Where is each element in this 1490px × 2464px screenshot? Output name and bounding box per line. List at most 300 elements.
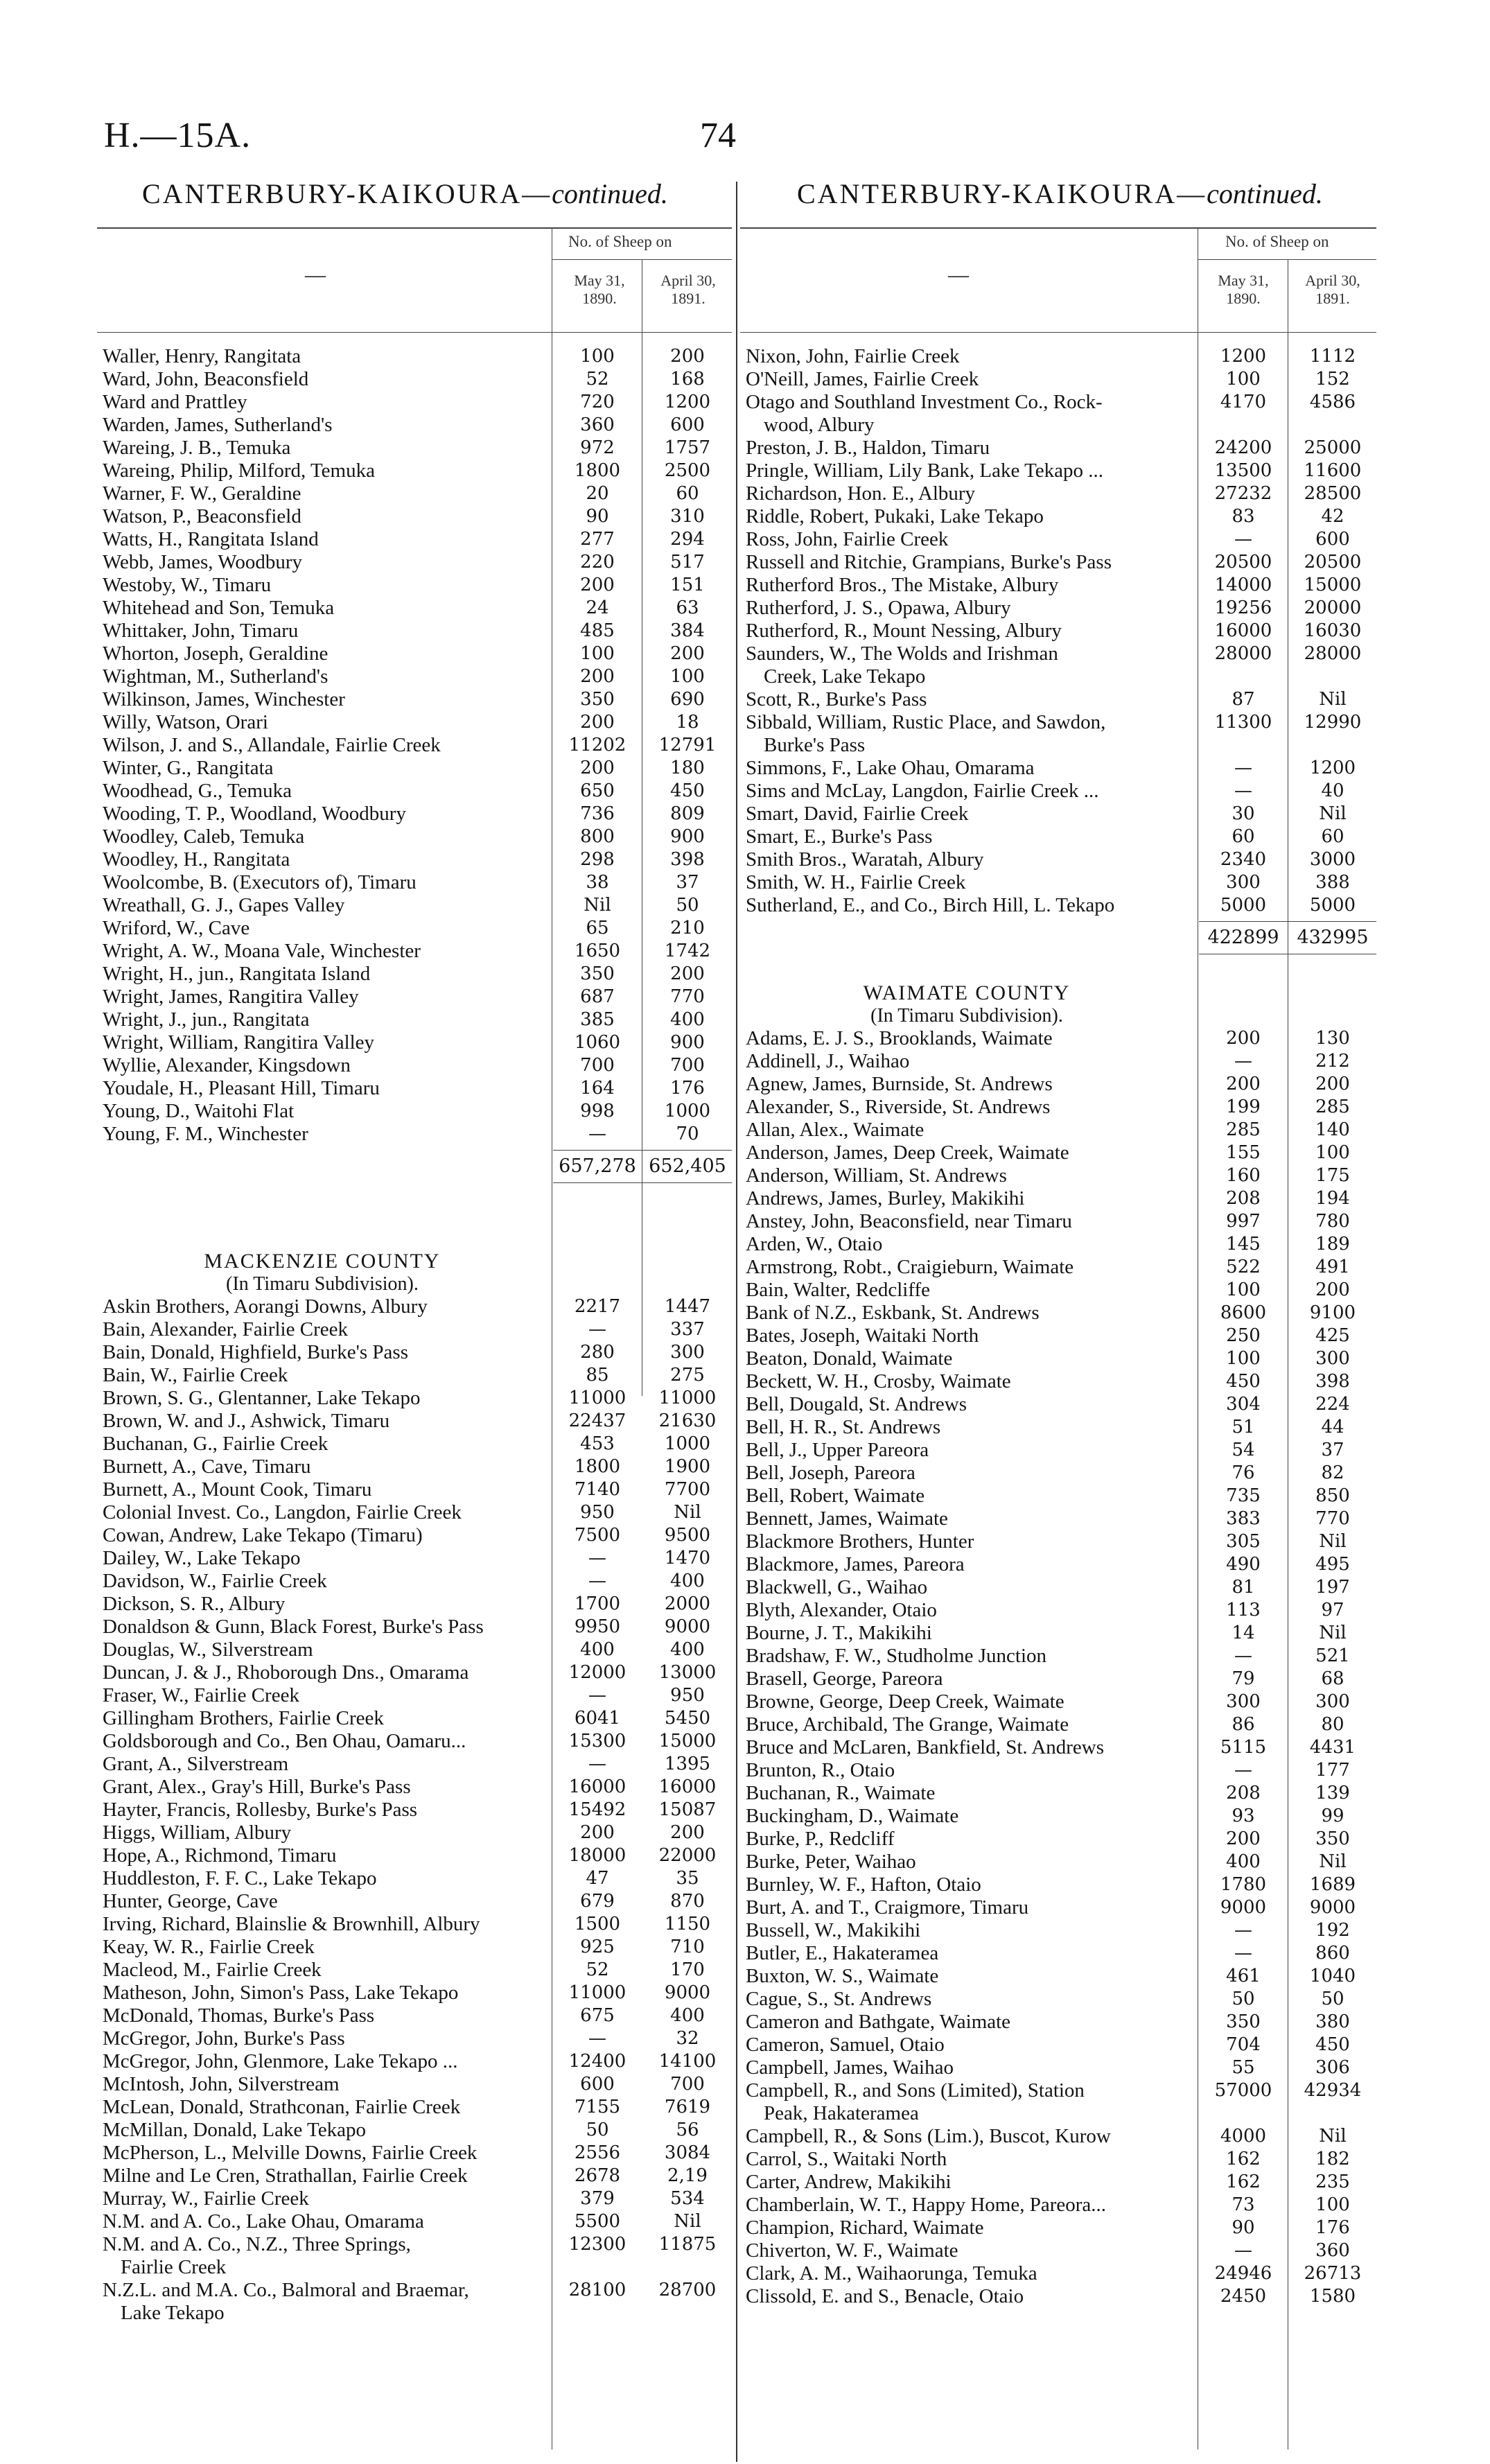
table-row bbox=[740, 2079, 1376, 2102]
table-row bbox=[97, 711, 732, 734]
sheep-count-1890: 113 bbox=[1226, 1600, 1261, 1620]
owner-name: Wilson, J. and S., Allandale, Fairlie Creek bbox=[103, 734, 441, 756]
sheep-count-1891: 7619 bbox=[664, 2097, 711, 2117]
sheep-count-1890: — bbox=[588, 1754, 606, 1774]
sheep-count-1890: 7500 bbox=[574, 1525, 621, 1546]
owner-name: Young, D., Waitohi Flat bbox=[103, 1100, 295, 1122]
owner-name: Goldsborough and Co., Ben Ohau, Oamaru... bbox=[103, 1730, 466, 1752]
sheep-count-1890: 50 bbox=[1232, 1989, 1255, 2009]
sheep-count-1890: — bbox=[588, 1124, 606, 1144]
subtotal-1891: 652,405 bbox=[649, 1155, 726, 1177]
owner-name: Beaton, Donald, Waimate bbox=[746, 1347, 953, 1370]
sheep-count-1891: 900 bbox=[670, 826, 705, 847]
table-row bbox=[97, 551, 732, 574]
table-row bbox=[97, 871, 732, 894]
sheep-count-1890: 304 bbox=[1226, 1394, 1261, 1415]
owner-name: McIntosh, John, Silverstream bbox=[103, 2073, 340, 2095]
table-row bbox=[740, 1416, 1376, 1439]
sheep-count-1891: 4431 bbox=[1309, 1737, 1356, 1758]
sheep-count-1891: 1757 bbox=[664, 437, 711, 458]
owner-name: Askin Brothers, Aorangi Downs, Albury bbox=[103, 1295, 428, 1318]
owner-name: McDonald, Thomas, Burke's Pass bbox=[103, 2004, 375, 2027]
owner-name: Campbell, R., & Sons (Lim.), Buscot, Kurow bbox=[746, 2125, 1111, 2147]
table-row bbox=[97, 1799, 732, 1821]
owner-name: Dickson, S. R., Albury bbox=[103, 1593, 286, 1615]
owner-name: Chiverton, W. F., Waimate bbox=[746, 2239, 958, 2262]
left-table-body bbox=[97, 345, 732, 2325]
sheep-count-1890: 54 bbox=[1232, 1440, 1255, 1460]
sheep-count-1890: 81 bbox=[1232, 1577, 1255, 1598]
table-row bbox=[97, 780, 732, 803]
sheep-count-1890: — bbox=[1234, 1920, 1252, 1941]
owner-name: Winter, G., Rangitata bbox=[103, 757, 274, 779]
sheep-count-1891: 400 bbox=[670, 1009, 705, 1030]
sheep-count-1890: 350 bbox=[580, 963, 615, 984]
sheep-count-1891: 192 bbox=[1315, 1920, 1350, 1941]
sheep-count-1891: 398 bbox=[1315, 1371, 1350, 1392]
owner-name: Chamberlain, W. T., Happy Home, Pareora... bbox=[746, 2194, 1107, 2216]
owner-name: Waller, Henry, Rangitata bbox=[103, 345, 301, 367]
table-row bbox=[97, 1031, 732, 1054]
sheep-count-1890: 28000 bbox=[1214, 643, 1272, 664]
sheep-count-1891: 70 bbox=[676, 1124, 699, 1144]
table-row bbox=[97, 1123, 732, 1146]
sheep-count-1891: 3000 bbox=[1309, 849, 1356, 870]
owner-name: McLean, Donald, Strathconan, Fairlie Creek bbox=[103, 2096, 461, 2118]
owner-name: Keay, W. R., Fairlie Creek bbox=[103, 1936, 315, 1958]
owner-name: Warden, James, Sutherland's bbox=[103, 414, 333, 436]
sheep-count-1891: 300 bbox=[1315, 1691, 1350, 1712]
table-row bbox=[97, 1100, 732, 1123]
sheep-count-1890: 687 bbox=[580, 986, 615, 1007]
col-may-1890-header: May 31, 1890. bbox=[574, 272, 625, 307]
table-row bbox=[740, 665, 1376, 688]
sheep-count-1891: 130 bbox=[1315, 1028, 1350, 1049]
owner-name: Hope, A., Richmond, Timaru bbox=[103, 1844, 337, 1867]
page-header bbox=[0, 0, 1490, 180]
sheep-count-1890: 350 bbox=[580, 689, 615, 710]
table-row bbox=[97, 2096, 732, 2119]
owner-name: O'Neill, James, Fairlie Creek bbox=[746, 368, 979, 390]
sheep-count-1890: — bbox=[588, 1571, 606, 1591]
sheep-count-1890: 164 bbox=[580, 1078, 615, 1099]
owner-name: Burke, P., Redcliff bbox=[746, 1828, 895, 1850]
right-column bbox=[740, 227, 1376, 2307]
sheep-count-1890: 220 bbox=[580, 552, 615, 573]
sheep-count-1890: 720 bbox=[580, 392, 615, 412]
table-row bbox=[740, 1553, 1376, 1576]
owner-name: Creek, Lake Tekapo bbox=[764, 665, 926, 688]
sheep-count-1890: 12300 bbox=[568, 2234, 626, 2255]
table-row bbox=[740, 2262, 1376, 2285]
sheep-count-1890: 160 bbox=[1226, 1165, 1261, 1186]
title-continued: continued. bbox=[1207, 178, 1323, 209]
sheep-count-1891: 4586 bbox=[1309, 392, 1356, 412]
owner-name: Sibbald, William, Rustic Place, and Sawdon, bbox=[746, 711, 1106, 733]
owner-name: Riddle, Robert, Pukaki, Lake Tekapo bbox=[746, 505, 1044, 527]
table-row bbox=[740, 780, 1376, 803]
sheep-count-1891: 1112 bbox=[1309, 346, 1356, 367]
owner-name: Grant, Alex., Gray's Hill, Burke's Pass bbox=[103, 1776, 411, 1798]
sheep-count-1890: 208 bbox=[1226, 1188, 1261, 1209]
table-row bbox=[97, 757, 732, 780]
sheep-count-1891: 200 bbox=[1315, 1074, 1350, 1094]
sheep-count-1890: 65 bbox=[586, 918, 609, 938]
table-row bbox=[97, 2256, 732, 2279]
table-row bbox=[740, 757, 1376, 780]
sheep-count-1891: 690 bbox=[670, 689, 705, 710]
sheep-count-1890: 11202 bbox=[568, 735, 626, 755]
sheep-count-1890: 38 bbox=[586, 872, 609, 893]
sheep-count-1890: 2217 bbox=[574, 1296, 621, 1317]
table-row bbox=[97, 825, 732, 848]
sheep-count-1890: 200 bbox=[1226, 1028, 1261, 1049]
sheep-count-1890: 997 bbox=[1226, 1211, 1261, 1232]
sheep-count-1890: 298 bbox=[580, 849, 615, 870]
owner-name: Sutherland, E., and Co., Birch Hill, L. Tekapo bbox=[746, 894, 1115, 916]
table-row bbox=[740, 1851, 1376, 1873]
sheep-count-1891: 1150 bbox=[664, 1914, 711, 1934]
sheep-count-1891: 176 bbox=[1315, 2217, 1350, 2238]
owner-name: Carrol, S., Waitaki North bbox=[746, 2148, 947, 2170]
sheep-count-1890: — bbox=[588, 1319, 606, 1340]
table-row bbox=[740, 1210, 1376, 1233]
table-row bbox=[97, 643, 732, 665]
owner-name: Alexander, S., Riverside, St. Andrews bbox=[746, 1096, 1051, 1118]
sheep-count-1891: 9000 bbox=[664, 1616, 711, 1637]
county-heading: MACKENZIE COUNTY bbox=[204, 1250, 441, 1273]
owner-name: Burke, Peter, Waihao bbox=[746, 1851, 916, 1873]
sheep-count-1890: 11000 bbox=[568, 1982, 626, 2003]
sheep-count-1890: 30 bbox=[1232, 803, 1255, 824]
owner-name: McGregor, John, Glenmore, Lake Tekapo ... bbox=[103, 2050, 458, 2072]
table-row bbox=[97, 894, 732, 917]
sheep-count-1891: 809 bbox=[670, 803, 705, 824]
table-row bbox=[740, 1805, 1376, 1828]
sheep-count-1891: Nil bbox=[674, 2211, 701, 2232]
owner-name: Bradshaw, F. W., Studholme Junction bbox=[746, 1645, 1047, 1667]
table-row bbox=[740, 2125, 1376, 2148]
sheep-count-1890: 4000 bbox=[1220, 2126, 1267, 2147]
owner-name: Smith Bros., Waratah, Albury bbox=[746, 848, 984, 871]
table-row bbox=[97, 1501, 732, 1524]
table-row bbox=[740, 1530, 1376, 1553]
subtotal-row bbox=[553, 1150, 732, 1183]
table-row bbox=[97, 1524, 732, 1547]
owner-name: Burnett, A., Cave, Timaru bbox=[103, 1456, 311, 1478]
table-row bbox=[740, 1622, 1376, 1645]
table-row bbox=[97, 665, 732, 688]
sheep-count-1890: 280 bbox=[580, 1342, 615, 1363]
table-row bbox=[740, 2285, 1376, 2308]
header-rule bbox=[1198, 259, 1376, 260]
table-row bbox=[97, 1295, 732, 1318]
owner-name: Sims and McLay, Langdon, Fairlie Creek ... bbox=[746, 780, 1099, 802]
owner-name: Ward, John, Beaconsfield bbox=[103, 368, 309, 390]
owner-name: Brunton, R., Otaio bbox=[746, 1759, 895, 1781]
owner-name: Campbell, James, Waihao bbox=[746, 2056, 954, 2079]
sheep-count-1891: 306 bbox=[1315, 2057, 1350, 2078]
table-row bbox=[740, 482, 1376, 505]
owner-name: Buchanan, G., Fairlie Creek bbox=[103, 1433, 328, 1455]
table-row bbox=[97, 2027, 732, 2050]
table-row bbox=[97, 1959, 732, 1982]
owner-name: Rutherford, J. S., Opawa, Albury bbox=[746, 597, 1011, 619]
sheep-count-1890: 50 bbox=[586, 2120, 609, 2140]
owner-name: Saunders, W., The Wolds and Irishman bbox=[746, 643, 1058, 665]
sheep-count-1891: 28700 bbox=[658, 2280, 717, 2300]
sheep-count-1891: 26713 bbox=[1304, 2263, 1362, 2284]
owner-name: Bain, Donald, Highfield, Burke's Pass bbox=[103, 1341, 408, 1363]
sheep-count-1891: 11875 bbox=[658, 2234, 717, 2255]
table-row bbox=[97, 986, 732, 1008]
owner-name: Hayter, Francis, Rollesby, Burke's Pass bbox=[103, 1799, 418, 1821]
owner-name: Blackwell, G., Waihao bbox=[746, 1576, 928, 1598]
table-row bbox=[740, 391, 1376, 414]
sheep-count-1891: 521 bbox=[1315, 1645, 1350, 1666]
sheep-count-1891: 770 bbox=[670, 986, 705, 1007]
table-row bbox=[740, 1393, 1376, 1416]
sheep-count-1891: 384 bbox=[670, 620, 705, 641]
sheep-count-1890: 9000 bbox=[1220, 1897, 1267, 1918]
table-row bbox=[97, 1616, 732, 1639]
table-row bbox=[740, 1896, 1376, 1919]
sheep-count-1890: — bbox=[588, 1548, 606, 1569]
sheep-count-1891: 12990 bbox=[1304, 712, 1362, 733]
table-row bbox=[740, 1599, 1376, 1622]
sheep-count-1891: 100 bbox=[1315, 2194, 1350, 2215]
sheep-count-1891: 42 bbox=[1321, 506, 1344, 527]
sheep-count-1891: Nil bbox=[1319, 1851, 1347, 1872]
sheep-count-1891: 1689 bbox=[1309, 1874, 1356, 1895]
sheep-count-1890: 20 bbox=[586, 483, 609, 504]
owner-name: Buchanan, R., Waimate bbox=[746, 1782, 936, 1804]
sheep-count-1890: 200 bbox=[580, 712, 615, 733]
section-gap bbox=[97, 1187, 732, 1250]
sheep-count-1890: 18000 bbox=[568, 1845, 626, 1866]
sheep-count-1890: 383 bbox=[1226, 1508, 1261, 1529]
table-row bbox=[740, 711, 1376, 734]
owner-name: Cameron, Samuel, Otaio bbox=[746, 2034, 945, 2056]
sheep-count-1890: 24200 bbox=[1214, 437, 1272, 458]
owner-name: Smart, E., Burke's Pass bbox=[746, 825, 933, 848]
title-continued: continued. bbox=[552, 178, 668, 209]
sheep-count-1891: 100 bbox=[670, 666, 705, 687]
owner-name: Bussell, W., Makikihi bbox=[746, 1919, 921, 1941]
sheep-count-1891: 56 bbox=[676, 2120, 699, 2140]
table-row bbox=[97, 963, 732, 986]
sheep-count-1890: 16000 bbox=[568, 1776, 626, 1797]
sheep-count-1891: 3084 bbox=[664, 2142, 711, 2163]
sheep-count-1890: 736 bbox=[580, 803, 615, 824]
table-row bbox=[740, 1370, 1376, 1393]
table-row bbox=[740, 1073, 1376, 1096]
sheep-count-1890: 4170 bbox=[1220, 392, 1267, 412]
sheep-count-1891: 860 bbox=[1315, 1943, 1350, 1964]
table-row bbox=[740, 1096, 1376, 1119]
table-row bbox=[740, 1713, 1376, 1736]
table-row bbox=[740, 1645, 1376, 1668]
sheep-count-1891: 35 bbox=[676, 1868, 699, 1889]
sheep-count-1891: 189 bbox=[1315, 1234, 1350, 1255]
right-column-title bbox=[797, 177, 1323, 210]
table-row bbox=[97, 2165, 732, 2187]
left-column bbox=[97, 227, 732, 2324]
subtotal-1890: 657,278 bbox=[559, 1155, 636, 1177]
sheep-count-1890: 453 bbox=[580, 1433, 615, 1454]
owner-name: Watts, H., Rangitata Island bbox=[103, 528, 319, 550]
sheep-count-1890: 704 bbox=[1226, 2034, 1261, 2055]
owner-name: Richardson, Hon. E., Albury bbox=[746, 482, 976, 505]
owner-name: Whittaker, John, Timaru bbox=[103, 620, 299, 642]
county-heading: WAIMATE COUNTY bbox=[863, 981, 1071, 1004]
owner-name: Smart, David, Fairlie Creek bbox=[746, 803, 969, 825]
table-row bbox=[740, 505, 1376, 528]
sheep-count-1890: 86 bbox=[1232, 1714, 1255, 1735]
sheep-count-1890: 1500 bbox=[574, 1914, 621, 1934]
sheep-count-1891: 9500 bbox=[664, 1525, 711, 1546]
table-row bbox=[740, 368, 1376, 391]
owner-name: Arden, W., Otaio bbox=[746, 1233, 883, 1255]
owner-name: Davidson, W., Fairlie Creek bbox=[103, 1570, 327, 1592]
sheep-count-1891: 398 bbox=[670, 849, 705, 870]
sheep-count-1891: 7700 bbox=[664, 1479, 711, 1500]
table-row bbox=[740, 2148, 1376, 2171]
table-row bbox=[97, 1433, 732, 1456]
owner-name: Dailey, W., Lake Tekapo bbox=[103, 1547, 301, 1569]
center-divider bbox=[736, 182, 737, 2462]
sheep-count-1890: 27232 bbox=[1214, 483, 1272, 504]
sheep-count-1890: 200 bbox=[580, 1822, 615, 1843]
sheep-count-1890: 199 bbox=[1226, 1096, 1261, 1117]
sheep-count-1890: 24 bbox=[586, 597, 609, 618]
owner-name: Wright, William, Rangitira Valley bbox=[103, 1031, 375, 1054]
table-row bbox=[97, 1639, 732, 1661]
table-row bbox=[740, 1668, 1376, 1690]
sheep-count-1890: 200 bbox=[1226, 1828, 1261, 1849]
owner-name: Anderson, William, St. Andrews bbox=[746, 1164, 1007, 1187]
sheep-count-1890: 28100 bbox=[568, 2280, 626, 2300]
sheep-count-1890: 675 bbox=[580, 2005, 615, 2026]
table-row bbox=[740, 1233, 1376, 1256]
sheep-count-1890: 735 bbox=[1226, 1485, 1261, 1506]
sheep-count-1891: 310 bbox=[670, 506, 705, 527]
title-main: CANTERBURY-KAIKOURA— bbox=[142, 178, 552, 209]
owner-name: Huddleston, F. F. C., Lake Tekapo bbox=[103, 1867, 377, 1889]
table-row bbox=[740, 1873, 1376, 1896]
table-row bbox=[740, 1164, 1376, 1187]
table-row bbox=[97, 528, 732, 551]
sheep-count-1891: 870 bbox=[670, 1891, 705, 1912]
owner-name: Rutherford Bros., The Mistake, Albury bbox=[746, 574, 1059, 596]
table-row bbox=[740, 2034, 1376, 2056]
table-row bbox=[97, 1982, 732, 2004]
table-row bbox=[740, 1965, 1376, 1988]
owner-name: Brasell, George, Pareora bbox=[746, 1668, 943, 1690]
table-row bbox=[97, 734, 732, 757]
table-row bbox=[97, 2004, 732, 2027]
sheep-count-1891: 5450 bbox=[664, 1708, 711, 1729]
table-row bbox=[97, 574, 732, 597]
owner-name: Buxton, W. S., Waimate bbox=[746, 1965, 939, 1987]
sheep-count-1890: 277 bbox=[580, 529, 615, 550]
table-row bbox=[740, 643, 1376, 665]
table-row bbox=[740, 2011, 1376, 2034]
sheep-count-1891: 400 bbox=[670, 2005, 705, 2026]
table-row bbox=[97, 917, 732, 940]
sheep-count-1890: 52 bbox=[586, 369, 609, 390]
owner-name: N.M. and A. Co., N.Z., Three Springs, bbox=[103, 2233, 411, 2255]
sheep-count-1890: 490 bbox=[1226, 1554, 1261, 1575]
sheep-count-1891: 337 bbox=[670, 1319, 705, 1340]
owner-name: Smith, W. H., Fairlie Creek bbox=[746, 871, 966, 893]
table-row bbox=[97, 482, 732, 505]
sheep-count-1890: — bbox=[1234, 780, 1252, 801]
table-row bbox=[97, 803, 732, 825]
table-row bbox=[97, 1593, 732, 1616]
owner-name: Woodhead, G., Temuka bbox=[103, 780, 292, 802]
sheep-count-1891: 491 bbox=[1315, 1257, 1350, 1277]
table-row bbox=[740, 414, 1376, 437]
sheep-count-1891: 200 bbox=[670, 1822, 705, 1843]
sheep-count-1890: 15492 bbox=[568, 1799, 626, 1820]
sheep-count-1891: 100 bbox=[1315, 1142, 1350, 1163]
sheep-count-1891: 534 bbox=[670, 2188, 705, 2209]
owner-name: Woolcombe, B. (Executors of), Timaru bbox=[103, 871, 417, 893]
owner-name: Allan, Alex., Waimate bbox=[746, 1119, 924, 1141]
owner-name: Fraser, W., Fairlie Creek bbox=[103, 1684, 299, 1706]
owner-name: Cameron and Bathgate, Waimate bbox=[746, 2011, 1011, 2033]
owner-name: Brown, W. and J., Ashwick, Timaru bbox=[103, 1410, 390, 1432]
sheep-count-1890: 22437 bbox=[568, 1410, 626, 1431]
sheep-count-1890: — bbox=[1234, 529, 1252, 550]
sheep-count-1891: 200 bbox=[670, 963, 705, 984]
sheep-count-1891: 300 bbox=[1315, 1348, 1350, 1369]
table-row bbox=[97, 437, 732, 460]
sheep-count-1891: 140 bbox=[1315, 1119, 1350, 1140]
table-row bbox=[740, 1119, 1376, 1142]
table-row bbox=[740, 2171, 1376, 2194]
right-table-body bbox=[740, 345, 1376, 2308]
sheep-count-1891: 1000 bbox=[664, 1101, 711, 1121]
owner-name: Wright, H., jun., Rangitata Island bbox=[103, 963, 371, 985]
table-row bbox=[740, 437, 1376, 460]
owner-name: Wright, J., jun., Rangitata bbox=[103, 1008, 310, 1031]
owner-name: Wareing, Philip, Milford, Temuka bbox=[103, 460, 375, 482]
table-row bbox=[740, 1988, 1376, 2011]
sheep-count-1891: Nil bbox=[1319, 689, 1347, 710]
sheep-count-1891: 224 bbox=[1315, 1394, 1350, 1415]
sheep-count-1890: 5000 bbox=[1220, 895, 1267, 916]
sheep-count-1891: 600 bbox=[1315, 529, 1350, 550]
sheep-count-1890: 2340 bbox=[1220, 849, 1267, 870]
table-row bbox=[740, 1942, 1376, 1965]
sheep-count-1890: 145 bbox=[1226, 1234, 1261, 1255]
table-row bbox=[97, 1410, 732, 1433]
table-row bbox=[97, 1456, 732, 1478]
table-row bbox=[740, 848, 1376, 871]
owner-name: Addinell, J., Waihao bbox=[746, 1050, 910, 1072]
owner-name: Nixon, John, Fairlie Creek bbox=[746, 345, 960, 367]
owner-name: Bennett, James, Waimate bbox=[746, 1508, 948, 1530]
table-row bbox=[740, 1736, 1376, 1759]
sheep-count-1891: 97 bbox=[1321, 1600, 1344, 1620]
sheep-count-1891: 15087 bbox=[658, 1799, 717, 1820]
sheep-count-1891: 50 bbox=[676, 895, 699, 916]
owner-name: wood, Albury bbox=[764, 414, 875, 436]
sheep-count-1891: 850 bbox=[1315, 1485, 1350, 1506]
sheep-count-1890: — bbox=[1234, 1760, 1252, 1781]
